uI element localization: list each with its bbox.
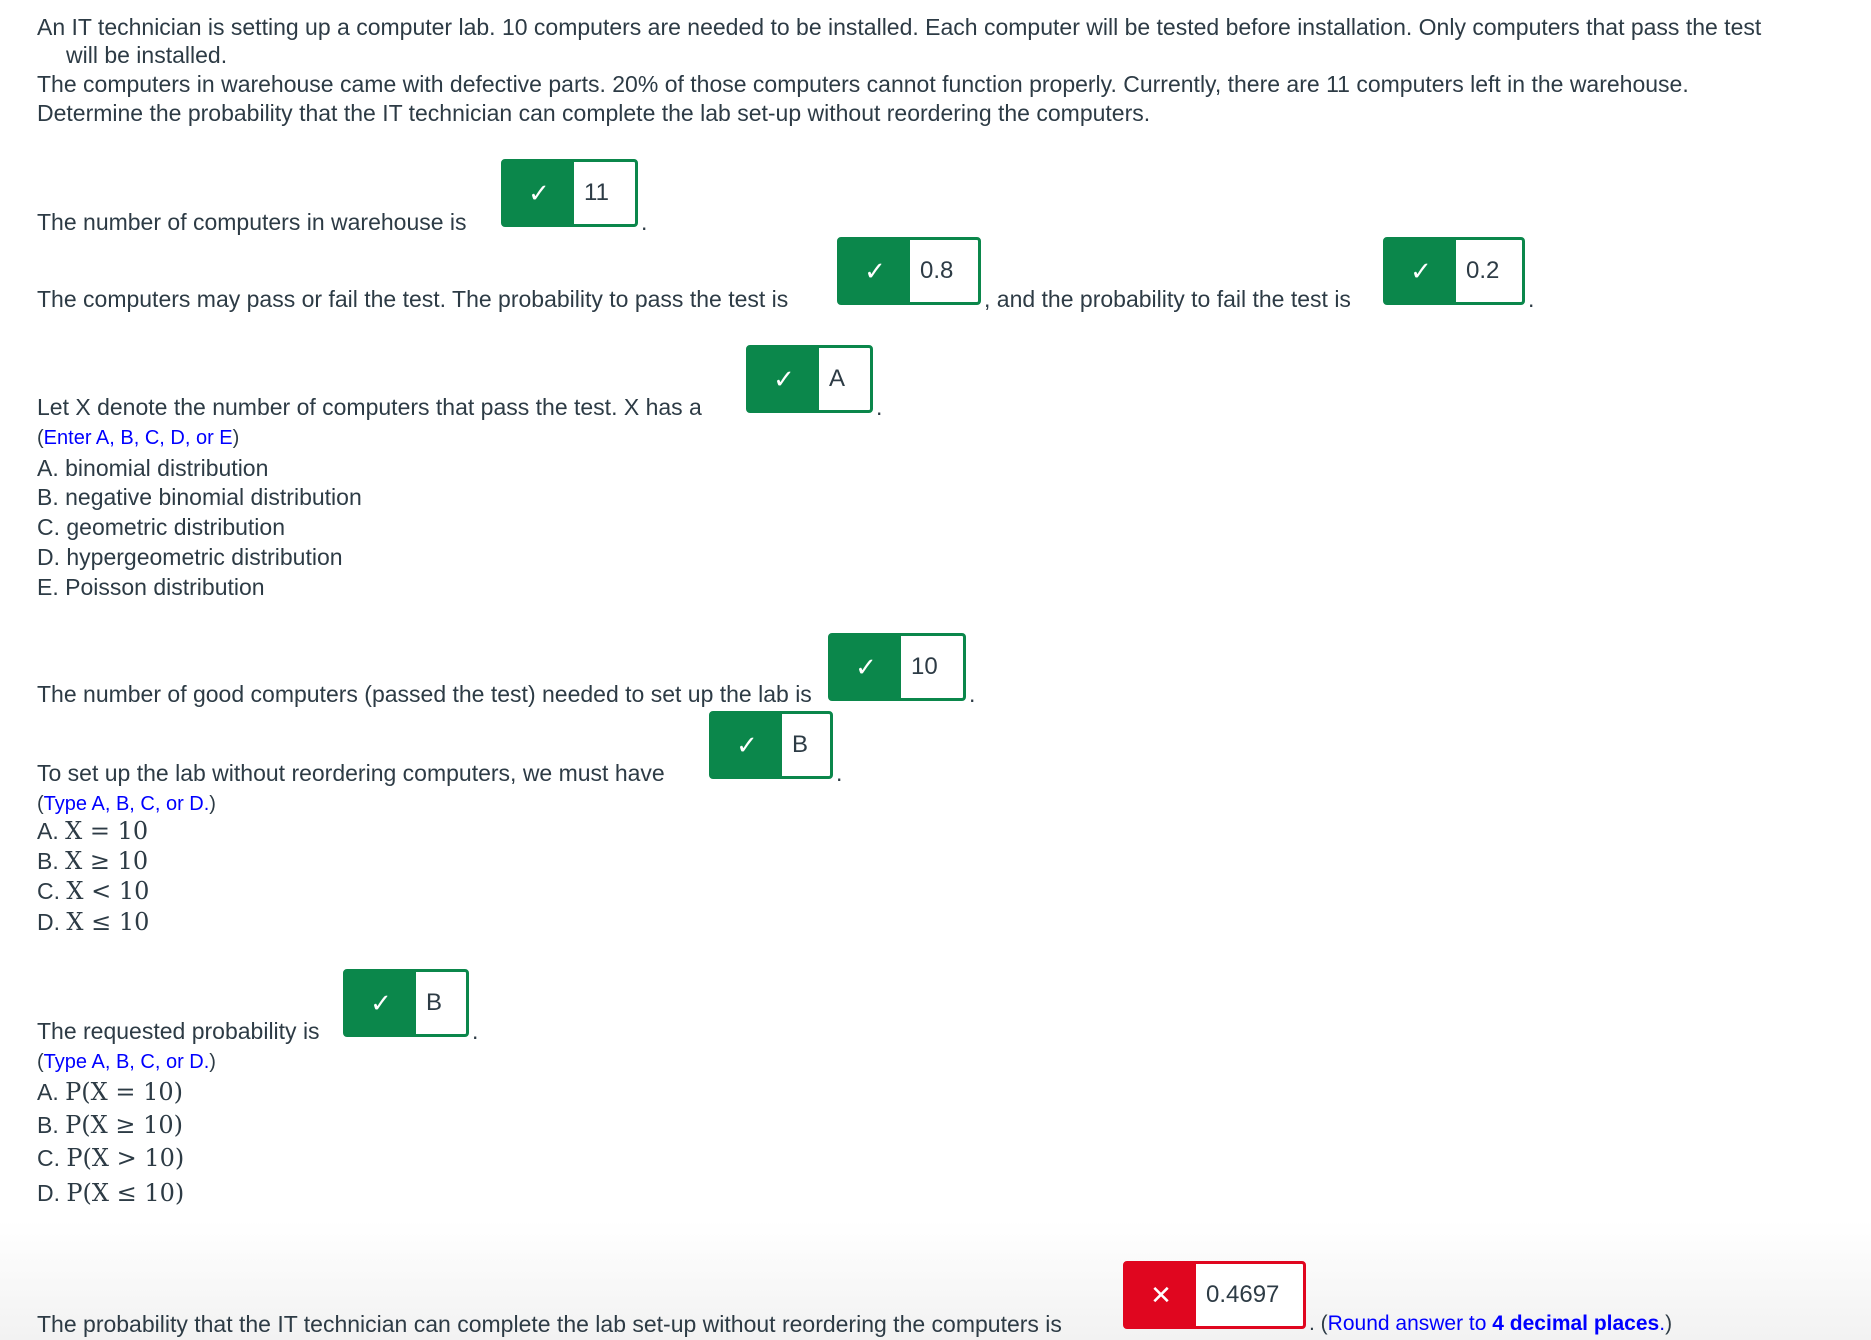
- q6-option: C. P(X > 10): [37, 1144, 185, 1172]
- period: .: [641, 209, 648, 235]
- q2-mid-text: , and the probability to fail the test is: [984, 286, 1351, 312]
- q6-text: The requested probability is: [37, 1018, 320, 1044]
- q3-option: D. hypergeometric distribution: [37, 544, 343, 570]
- q5-option: B. X ≥ 10: [37, 847, 149, 875]
- check-icon: ✓: [712, 714, 782, 776]
- q7-answer-field[interactable]: [1123, 1261, 1306, 1329]
- answer-value[interactable]: 0.8: [920, 257, 954, 284]
- period: .: [1528, 286, 1535, 312]
- q7-hint: . (Round answer to 4 decimal places.): [1309, 1312, 1673, 1335]
- answer-value[interactable]: 0.2: [1466, 257, 1500, 284]
- q2-fail-field[interactable]: [1383, 237, 1525, 305]
- q5-hint: (Type A, B, C, or D.): [37, 793, 216, 815]
- check-icon: ✓: [840, 240, 910, 302]
- period: .: [969, 681, 976, 707]
- q6-option: D. P(X ≤ 10): [37, 1179, 185, 1207]
- q3-option: B. negative binomial distribution: [37, 484, 362, 510]
- period: .: [472, 1018, 479, 1044]
- q5-option: A. X = 10: [37, 817, 149, 845]
- q1-answer-field[interactable]: [501, 159, 638, 227]
- q2-pass-field[interactable]: [837, 237, 981, 305]
- q6-answer-field[interactable]: [343, 969, 469, 1037]
- q7-text: The probability that the IT technician can complete the lab set-up without reordering the computers is: [37, 1311, 1062, 1337]
- q3-option: E. Poisson distribution: [37, 574, 265, 600]
- q1-text: The number of computers in warehouse is: [37, 209, 467, 235]
- answer-value[interactable]: 10: [911, 653, 938, 680]
- q3-option: A. binomial distribution: [37, 455, 269, 481]
- answer-value[interactable]: A: [829, 365, 846, 392]
- q6-option: A. P(X = 10): [37, 1078, 183, 1106]
- answer-value[interactable]: 11: [584, 179, 609, 206]
- answer-value[interactable]: 0.4697: [1206, 1281, 1280, 1308]
- intro-line: An IT technician is setting up a computer lab. 10 computers are needed to be installed. Each computer will be tested before installation. Only computers that pass the test: [37, 14, 1762, 40]
- q6-hint: (Type A, B, C, or D.): [37, 1051, 216, 1073]
- q4-text: The number of good computers (passed the test) needed to set up the lab is: [37, 681, 812, 707]
- q3-text: Let X denote the number of computers that pass the test. X has a: [37, 394, 702, 420]
- period: .: [876, 394, 883, 420]
- period: .: [836, 760, 843, 786]
- q6-option: B. P(X ≥ 10): [37, 1111, 183, 1139]
- q3-option: C. geometric distribution: [37, 514, 285, 540]
- answer-value[interactable]: B: [792, 731, 809, 758]
- check-icon: ✓: [346, 972, 416, 1034]
- q5-option: C. X < 10: [37, 877, 150, 905]
- check-icon: ✓: [1386, 240, 1456, 302]
- q3-answer-field[interactable]: [746, 345, 873, 413]
- check-icon: ✓: [831, 636, 901, 698]
- q2-text: The computers may pass or fail the test. The probability to pass the test is: [37, 286, 789, 312]
- x-icon: ✕: [1126, 1264, 1196, 1326]
- q3-hint: (Enter A, B, C, D, or E): [37, 427, 240, 449]
- check-icon: ✓: [749, 348, 819, 410]
- q5-answer-field[interactable]: [709, 711, 833, 779]
- check-icon: ✓: [504, 162, 574, 224]
- intro-line: The computers in warehouse came with defective parts. 20% of those computers cannot function properly. Currently, there are 11 computers left in the warehouse.: [37, 71, 1689, 97]
- q5-text: To set up the lab without reordering computers, we must have: [37, 760, 665, 786]
- intro-line: Determine the probability that the IT technician can complete the lab set-up without reordering the computers.: [37, 100, 1151, 126]
- answer-value[interactable]: B: [426, 989, 443, 1016]
- intro-line: will be installed.: [66, 42, 228, 68]
- q4-answer-field[interactable]: [828, 633, 966, 701]
- q5-option: D. X ≤ 10: [37, 908, 150, 936]
